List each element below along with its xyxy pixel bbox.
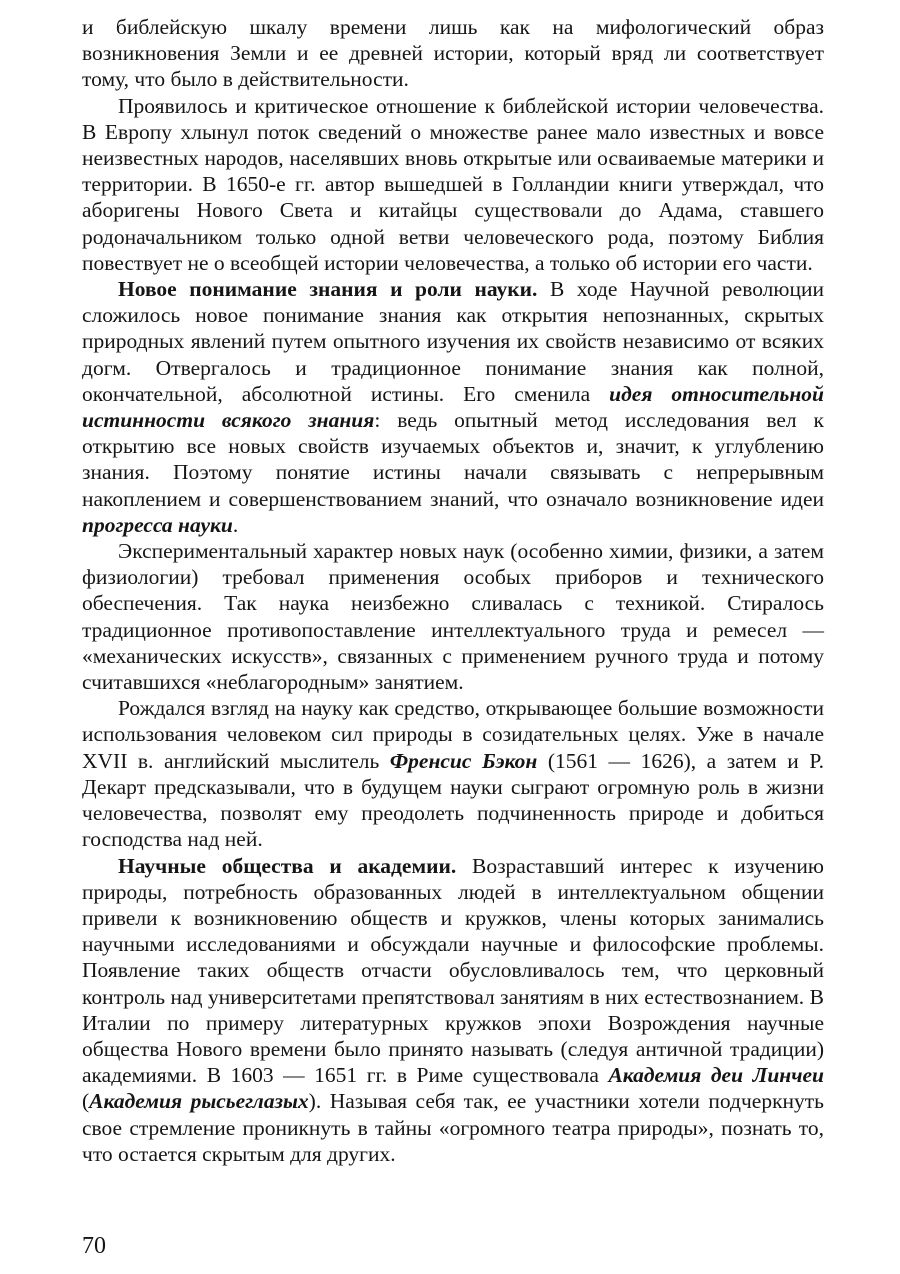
text-segment: : ведь опытный метод исследования вел к открытию все новых свойств изучаемых объектов и, значит, к углублению знания. Поэтому понятие истины начали связывать с непрерывным накоплением и совершенствованием знаний, что означало возникновение идеи [82, 408, 824, 511]
text-segment: Рождался взгляд на науку как средство, открывающее большие возможности использования человеком сил природы в созидательных целях. Уже в начале XVII в. английский мыслитель [82, 696, 824, 773]
emphasis-name: Академия деи Линчеи [608, 1063, 824, 1088]
text-segment: и библейскую шкалу времени лишь как на мифологический образ возникновения Земли и ее древней истории, который вряд ли соответствует тому, что было в действительности. [82, 15, 824, 92]
paragraph-2 [82, 93, 824, 276]
text-segment: Проявилось и критическое отношение к библейской истории человечества. В Европу хлынул поток сведений о множестве ранее мало известных и вовсе неизвестных народов, населявших вновь открытые или осваиваемые материки и территории. В 1650-е гг. автор вышедшей в Голландии книги утверждал, что аборигены Нового Света и китайцы существовали до Адама, ставшего родоначальником только одной ветви человеческого рода, поэтому Библия повествует не о всеобщей истории человечества, а только об истории его части. [82, 93, 824, 275]
text-segment: . [232, 512, 239, 537]
text-segment: ). Называя себя так, ее участники хотели подчеркнуть свое стремление проникнуть в тайны «огромного театра природы», познать то, что остается скрытым для других. [82, 1089, 824, 1166]
emphasis-name: Френсис Бэкон [389, 748, 538, 773]
emphasis-text: прогресса науки [82, 512, 233, 537]
text-segment: Возраставший интерес к изучению природы, потребность образованных людей в интеллектуальном общении привели к возникновению обществ и кружков, члены которых занимались научными исследованиями и обсуждали научные и философские проблемы. Появление таких обществ отчасти обусловливалось тем, что церковный контроль над университетами препятствовал занятиям в них естествознанием. В Италии по примеру литературных кружков эпохи Возрождения научные общества Нового времени было принято называть (следуя античной традиции) академиями. В 1603 — 1651 гг. в Риме существовала [82, 853, 824, 1088]
paragraph-4 [82, 538, 824, 695]
emphasis-name: Академия рысьеглазых [89, 1089, 309, 1114]
section-heading-scientific-societies: Научные общества и академии. [118, 853, 457, 878]
emphasis-text: идея относительной истинности всякого знания [82, 381, 824, 433]
text-segment: Экспериментальный характер новых наук (особенно химии, физики, а затем физиологии) требовал применения особых приборов и технического обеспечения. Так наука неизбежно сливалась с техникой. Стиралось традиционное противопоставление интеллектуального труда и ремесел — «механических искусств», связанных с применением ручного труда и потому считавшихся «неблагородным» занятием. [82, 539, 824, 695]
text-segment: (1561 — 1626), а затем и Р. Декарт предсказывали, что в будущем науки сыграют огромную роль в жизни человечества, позволят ему преодолеть подчиненность природе и добиться господства над ней. [82, 748, 824, 852]
page-body [82, 14, 824, 1167]
text-segment: ( [82, 1089, 90, 1114]
section-heading-new-understanding: Новое понимание знания и роли науки. [118, 277, 538, 302]
paragraph-1 [82, 14, 824, 93]
page-number: 70 [82, 1233, 106, 1259]
text-segment: В ходе Научной революции сложилось новое понимание знания как открытия непознанных, скрытых природных явлений путем опытного изучения их свойств независимо от всяких догм. Отвергалось и традиционное понимание знания как полной, окончательной, абсолютной истины. Его сменила [82, 277, 824, 406]
paragraph-5 [82, 695, 824, 852]
paragraph-3 [82, 276, 824, 538]
paragraph-6 [82, 853, 824, 1167]
